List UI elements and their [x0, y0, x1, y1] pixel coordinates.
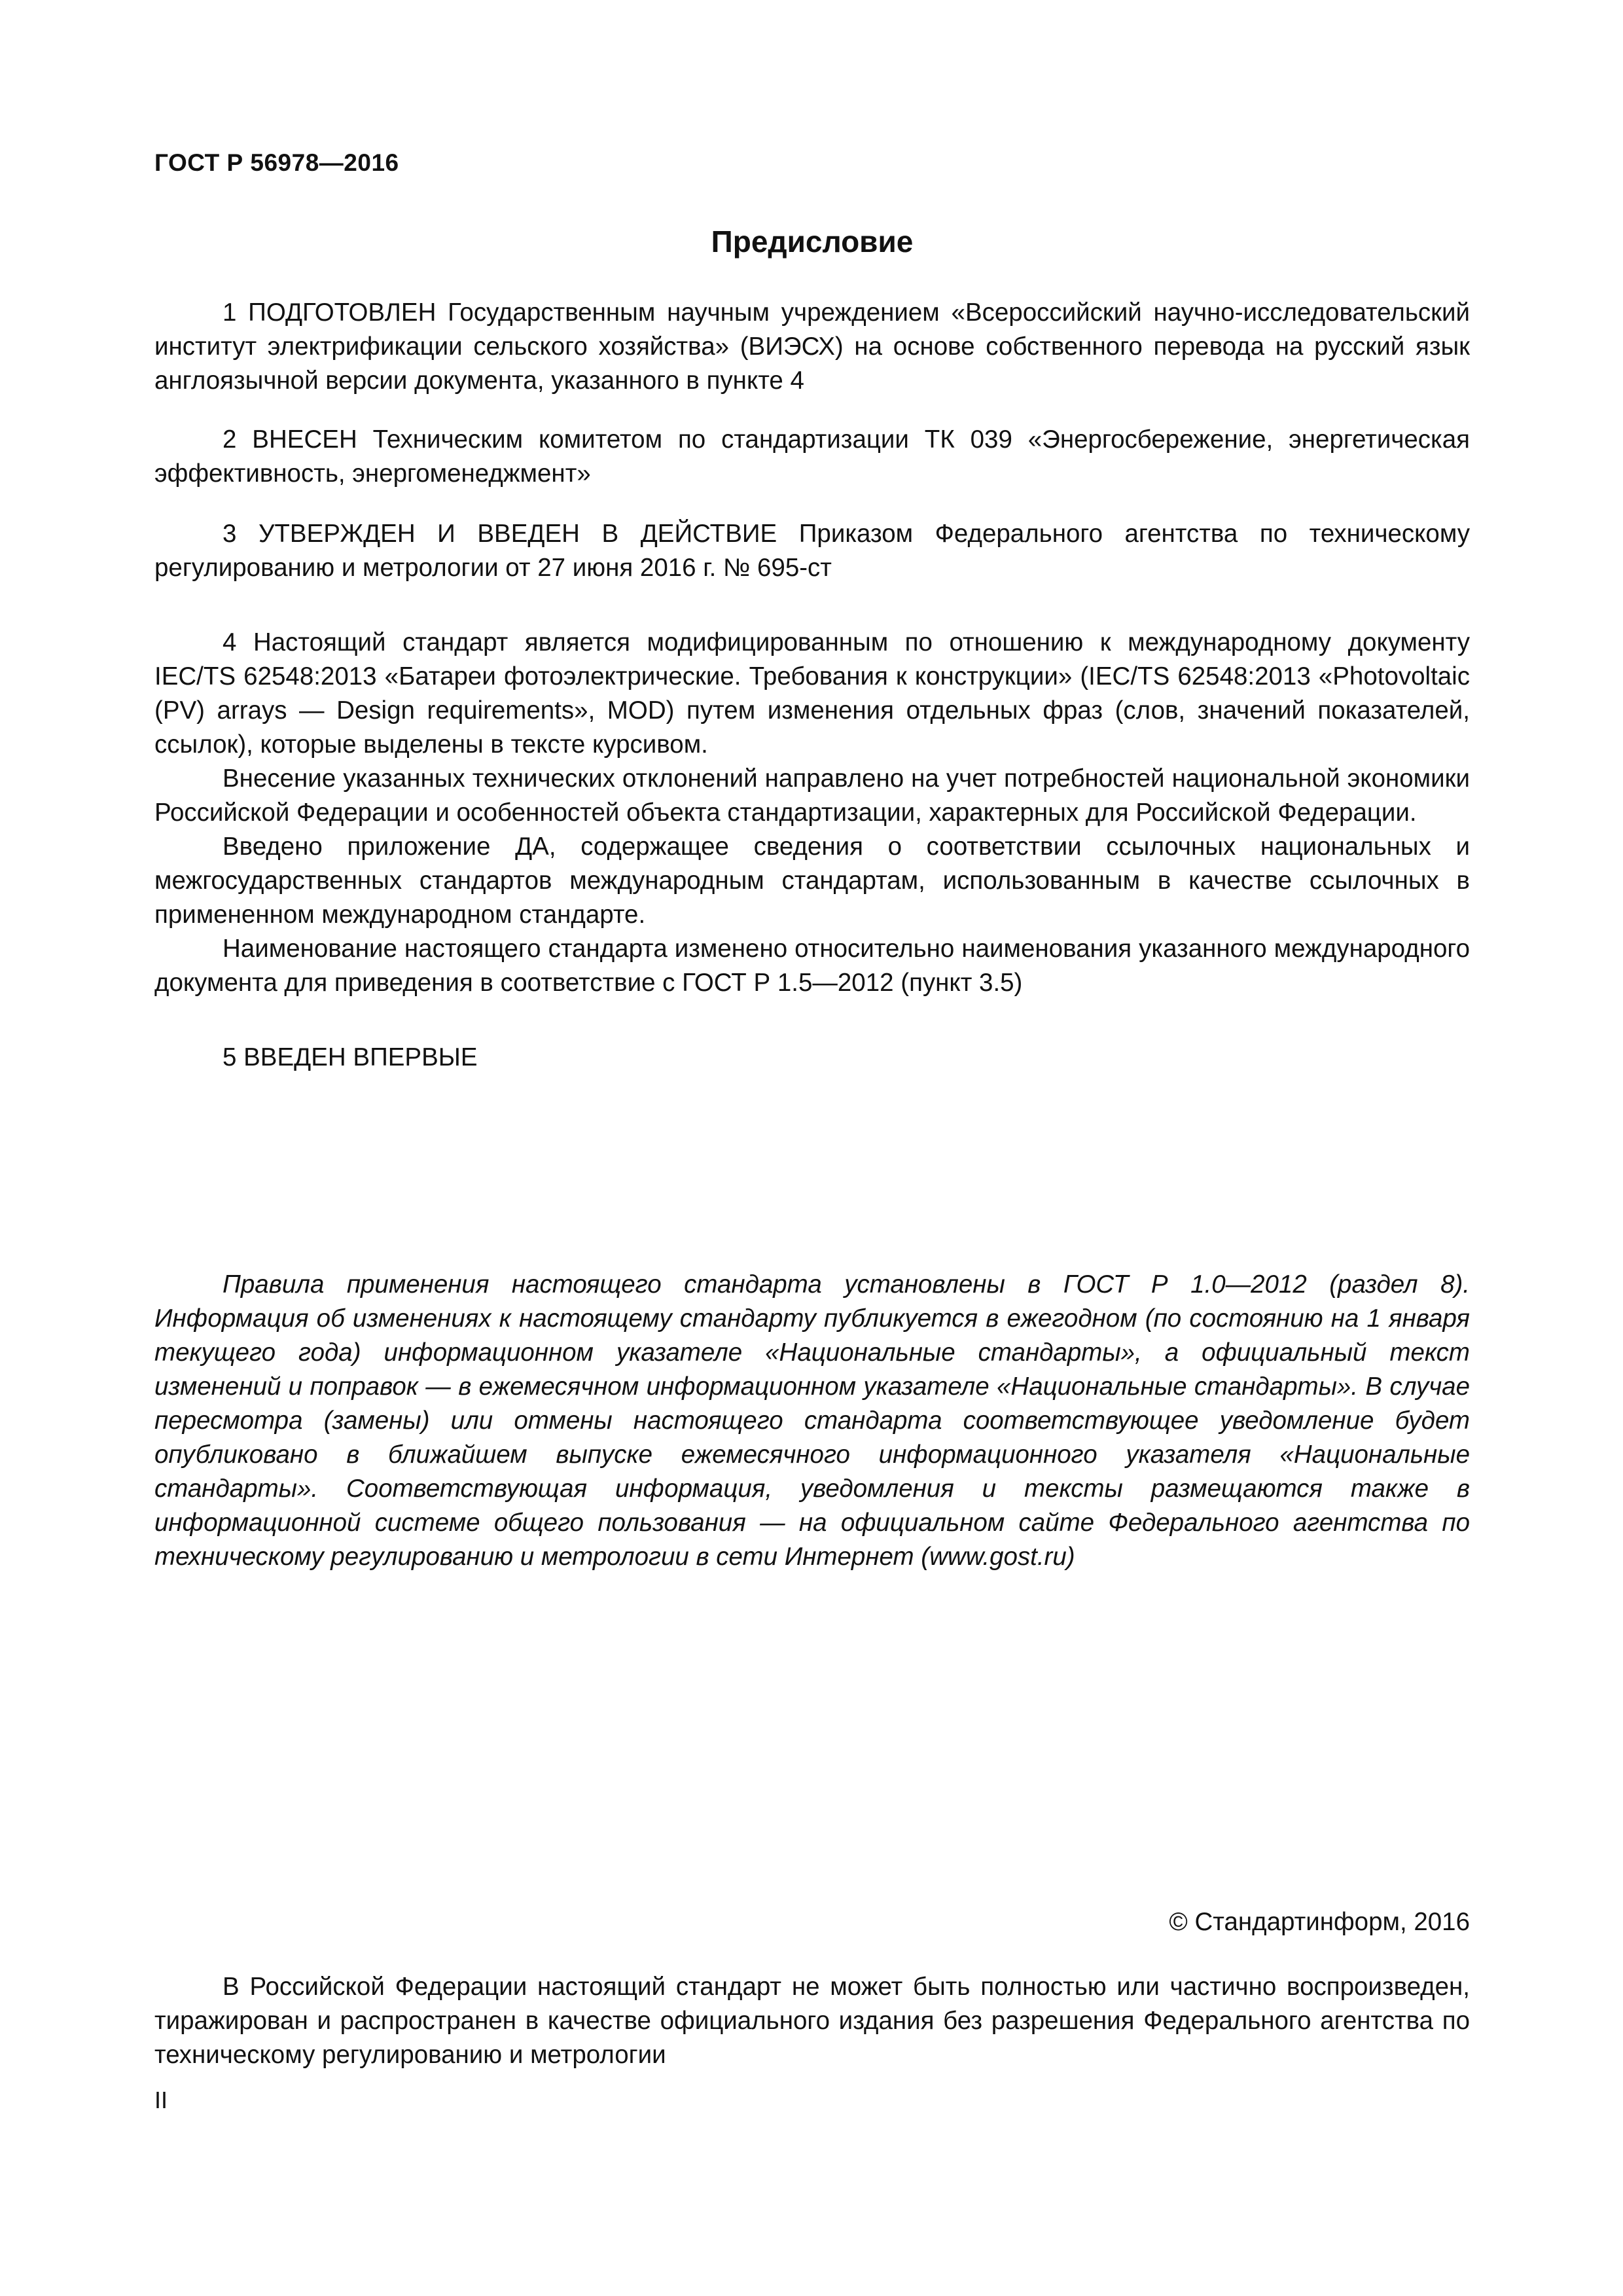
page-number: II [154, 2087, 168, 2113]
page-title: Предисловие [711, 224, 914, 259]
section-1-text: 1 ПОДГОТОВЛЕН Государственным научным учреждением «Всероссийский научно-исследовательский институт электрификации сельского хозяйства» (ВИЭСХ) на основе собственного перевода на русский язык англоязычной версии документа, указанного в пункте 4 [154, 298, 1470, 395]
section-5-text: 5 ВВЕДЕН ВПЕРВЫЕ [223, 1043, 478, 1071]
section-3 [154, 517, 1470, 585]
section-2-text: 2 ВНЕСЕН Техническим комитетом по стандартизации ТК 039 «Энергосбережение, энергетическая эффективность, энергоменеджмент» [154, 425, 1470, 488]
section-2 [154, 423, 1470, 491]
section-4-paragraph-2: Внесение указанных технических отклонений направлено на учет потребностей национальной экономики Российской Федерации и особенностей объекта стандартизации, характерных для Российской Федерации. [154, 764, 1470, 827]
section-4-paragraph-1: 4 Настоящий стандарт является модифицированным по отношению к международному документу IEC/TS 62548:2013 «Батареи фотоэлектрические. Требования к конструкции» (IEC/TS 62548:2013 «Photovoltaic (PV) arrays — Design requirements», MOD) путем изменения отдельных фраз (слов, значений показателей, ссылок), которые выделены в тексте курсивом. [154, 628, 1470, 759]
reproduction-notice [154, 1970, 1470, 2072]
reproduction-notice-text: В Российской Федерации настоящий стандарт не может быть полностью или частично воспроизведен, тиражирован и распространен в качестве официального издания без разрешения Федерального агентства по техническому регулированию и метрологии [154, 1973, 1470, 2069]
section-4-paragraph-4: Наименование настоящего стандарта изменено относительно наименования указанного международного документа для приведения в соответствие с ГОСТ Р 1.5—2012 (пункт 3.5) [154, 935, 1470, 997]
section-3-text: 3 УТВЕРЖДЕН И ВВЕДЕН В ДЕЙСТВИЕ Приказом Федерального агентства по техническому регулированию и метрологии от 27 июня 2016 г. № 695-ст [154, 520, 1470, 582]
section-5 [154, 1041, 1470, 1075]
rules-notice [154, 1268, 1470, 1574]
section-4-paragraph-3: Введено приложение ДА, содержащее сведения о соответствии ссылочных национальных и межгосударственных стандартов международным стандартам, использованным в качестве ссылочных в примененном международном стандарте. [154, 833, 1470, 929]
document-code: ГОСТ Р 56978—2016 [154, 149, 399, 176]
section-4 [154, 626, 1470, 1000]
copyright-line: © Стандартинформ, 2016 [1169, 1908, 1470, 1936]
section-1 [154, 296, 1470, 398]
rules-notice-text: Правила применения настоящего стандарта установлены в ГОСТ Р 1.0—2012 (раздел 8). Информация об изменениях к настоящему стандарту публикуется в ежегодном (по состоянию на 1 января текущего года) информационном указателе «Национальные стандарты», а официальный текст изменений и поправок — в ежемесячном информационном указателе «Национальные стандарты». В случае пересмотра (замены) или отмены настоящего стандарта соответствующее уведомление будет опубликовано в ближайшем выпуске ежемесячного информационного указателя «Национальные стандарты». Соответствующая информация, уведомления и тексты размещаются также в информационной системе общего пользования — на официальном сайте Федерального агентства по техническому регулированию и метрологии в сети Интернет (www.gost.ru) [154, 1270, 1470, 1571]
